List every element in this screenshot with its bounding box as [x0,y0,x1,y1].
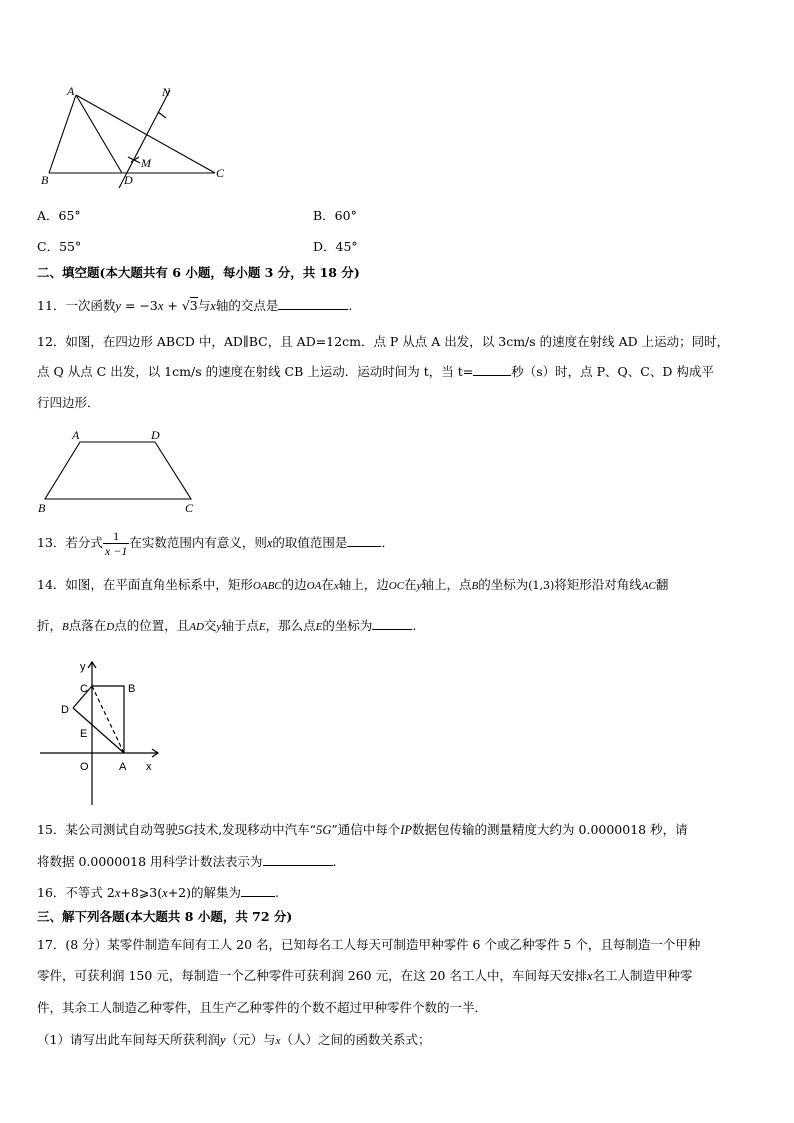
question-15-line2 [37,852,337,872]
q11-y: y [115,299,121,313]
q14-y2: y [216,621,222,633]
q17-sub1b: （元）与 [225,1032,276,1047]
q15-answer-blank[interactable] [263,852,333,866]
q15-ip: IP [400,823,413,837]
q14-l2d: 交 [203,618,217,633]
q14-end: . [412,618,417,633]
q14-l1h: 将矩形沿对角线 [554,577,642,592]
option-b: B．60° [313,208,357,223]
question-15-line1 [37,820,688,840]
q14-l2a: 折， [37,618,63,633]
option-c: C．55° [37,239,82,254]
fig1-label-c: C [216,166,225,180]
q14-ac: AC [641,580,656,592]
q13-denominator: x −1 [104,544,128,558]
q14-b: B [471,580,479,592]
q16-end: . [275,885,279,900]
q14-l2b: 点落在 [68,618,107,633]
q15-l1b: 技术,发现移动中汽车“ [193,822,317,837]
q15-l1c: ”通信中每个 [331,822,401,837]
question-17-sub1 [37,1030,430,1051]
fig1-label-m: M [141,156,151,170]
q11-x: x [157,299,164,313]
q11-eq: = −3 [120,298,158,313]
q11-sqrt-icon: √ [181,298,190,313]
q11-post: 轴的交点是 [215,298,279,313]
q17-sub1a: （1）请写出此车间每天所获利润 [37,1032,220,1047]
fig3-label-d: D [61,704,69,716]
q11-xaxis: x [210,299,216,313]
q14-l1a: 14．如图，在平面直角坐标系中，矩形 [37,577,253,592]
q17-y: y [219,1033,226,1047]
q15-5g-b: 5G [316,823,332,837]
section2-heading: 二、填空题(本大题共有 6 小题，每小题 3 分，共 18 分) [37,265,360,280]
fig1-label-a: A [67,84,75,98]
q17-line2b: 名工人制造甲种零 [592,968,693,983]
q14-x: x [333,580,339,592]
fig3-label-y: y [80,661,86,673]
q15-5g: 5G [177,823,194,837]
fig1-label-b: B [41,173,49,187]
fig3-label-x: x [146,761,152,773]
option-a: A．65° [37,208,81,223]
q13-x: x [266,536,273,550]
q11-pre: 11．一次函数 [37,298,116,313]
diagonal-ac [92,686,124,753]
fig1-label-d: D [124,173,133,187]
fig2-label-d: D [151,428,160,442]
q14-e: E [258,621,266,633]
q17-x2: x [275,1035,281,1047]
q17-line2a: 零件，可获利润 150 元，每制造一个乙种零件可获利润 260 元，在这 20 名工人中，车间每天安排 [37,968,587,983]
question-12-line1: 12．如图，在四边形 ABCD 中，AD∥BC，且 AD=12cm．点 P 从点 A 出发，以 3cm/s 的速度在射线 AD 上运动；同时， [37,334,730,349]
q14-l2g: 的坐标为 [322,618,373,633]
q13-numerator: 1 [103,529,129,544]
q14-d: D [106,621,115,633]
q14-coord: (1,3) [528,579,555,592]
q13-post: 的取值范围是 [272,535,348,550]
fig2-label-b: B [38,501,46,515]
q13-mid: 在实数范围内有意义，则 [129,535,267,550]
q15-end: . [332,854,337,869]
q14-l2c: 点的位置，且 [114,618,190,633]
q15-l2a: 将数据 0.0000018 用科学计数法表示为 [37,854,263,869]
q12-line2-pre: 点 Q 从点 C 出发，以 1cm/s 的速度在射线 CB 上运动．运动时间为 t，当 t= [37,364,474,379]
question-17-line1: 17．(8 分）某零件制造车间有工人 20 名，已知每名工人每天可制造甲种零件 6 个或乙种零件 5 个，且每制造一个甲种 [37,937,701,952]
q11-root: 3 [189,298,198,313]
q14-ad: AD [189,621,204,633]
q17-sub1c: （人）之间的函数关系式； [280,1032,431,1047]
section3-heading: 三、解下列各题(本大题共 8 小题，共 72 分) [37,909,293,924]
q14-l1b: 的边 [281,577,307,592]
q14-l2f: ，那么点 [265,618,316,633]
question-12-line3: 行四边形． [37,395,100,410]
q14-e2: E [315,621,323,633]
q14-l1i: 翻 [655,577,669,592]
fig2-label-a: A [72,428,80,442]
fig2-label-c: C [185,501,194,515]
q17-x: x [586,969,593,983]
fig3-label-c: C [80,683,88,695]
q14-l2e: 轴于点 [221,618,259,633]
q16-x1: x [114,886,121,900]
q14-oabc: OABC [252,580,282,592]
q13-pre: 13．若分式 [37,535,103,550]
q14-l1e: 在 [404,577,417,592]
question-17-line2 [37,966,693,986]
fig1-label-n: N [162,85,171,99]
q15-l1d: 数据包传输的测量精度大约为 0.0000018 秒，请 [412,822,688,837]
question-16 [37,883,279,903]
fig3-label-a: A [119,761,127,773]
fig3-label-o: O [80,761,89,773]
q15-l1a: 15．某公司测试自动驾驶 [37,822,178,837]
question-17-line3: 件，其余工人制造乙种零件，且生产乙种零件的个数不超过甲种零件个数的一半． [37,1000,488,1015]
q14-l1d: 轴上，边 [338,577,389,592]
fig3-label-e: E [80,728,88,740]
q16-x2: x [162,886,168,900]
q11-plus: + [163,298,182,313]
q16-post: +2)的解集为 [167,885,242,900]
q14-l1c: 在 [321,577,334,592]
q16-mid: +8⩾3( [120,885,163,900]
q12-line2-post: 秒（s）时，点 P、Q、C、D 构成平 [511,364,714,379]
q11-mid: 与 [197,298,211,313]
q14-b2: B [62,621,69,633]
q13-end: ． [381,535,394,550]
q14-l1f: 轴上，点 [421,577,472,592]
q16-answer-blank[interactable] [241,883,275,897]
q16-pre: 16．不等式 2 [37,885,115,900]
q14-y: y [416,580,422,592]
q14-oa: OA [306,580,322,592]
q11-end: . [348,298,353,313]
option-d: D．45° [313,239,358,254]
fig3-label-b: B [128,683,136,695]
q14-oc: OC [388,580,405,592]
q14-l1g: 的坐标为 [478,577,529,592]
